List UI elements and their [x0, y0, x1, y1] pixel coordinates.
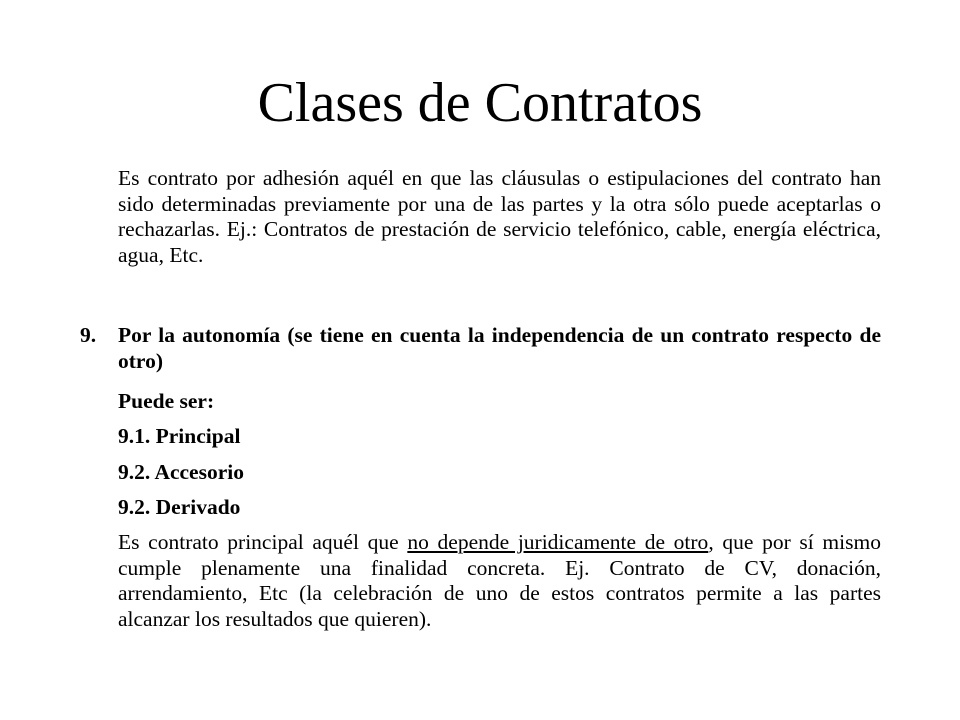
- principal-paragraph: [118, 530, 881, 632]
- subitem-principal: 9.1. Principal: [118, 424, 241, 448]
- puede-ser-label: Puede ser:: [118, 389, 215, 413]
- list-item-9: [80, 323, 881, 374]
- list-item-text: Por la autonomía (se tiene en cuenta la independencia de un contrato respecto de otro): [118, 323, 881, 373]
- underlined-phrase: no depende juridicamente de otro: [407, 530, 709, 554]
- principal-paragraph-end: , que por sí mismo cumple plenamente una finalidad concreta. Ej. Contrato de CV, donación, arrendamiento, Etc (la celebración de uno de estos contratos permite a las partes alcanzar los resultados que quieren).: [118, 530, 881, 631]
- list-item-number: 9.: [80, 323, 97, 347]
- subitem-derivado: 9.2. Derivado: [118, 495, 241, 519]
- principal-paragraph-start: Es contrato principal aquél que: [118, 530, 408, 554]
- adhesion-paragraph: Es contrato por adhesión aquél en que las cláusulas o estipulaciones del contrato han sido determinadas previamente por una de las partes y la otra sólo puede aceptarlas o rechazarlas. Ej.: Contratos de prestación de servicio telefónico, cable, energía eléctrica, agua, Etc.: [118, 166, 881, 267]
- subitem-accesorio: 9.2. Accesorio: [118, 460, 244, 484]
- slide-title: Clases de Contratos: [257, 72, 703, 134]
